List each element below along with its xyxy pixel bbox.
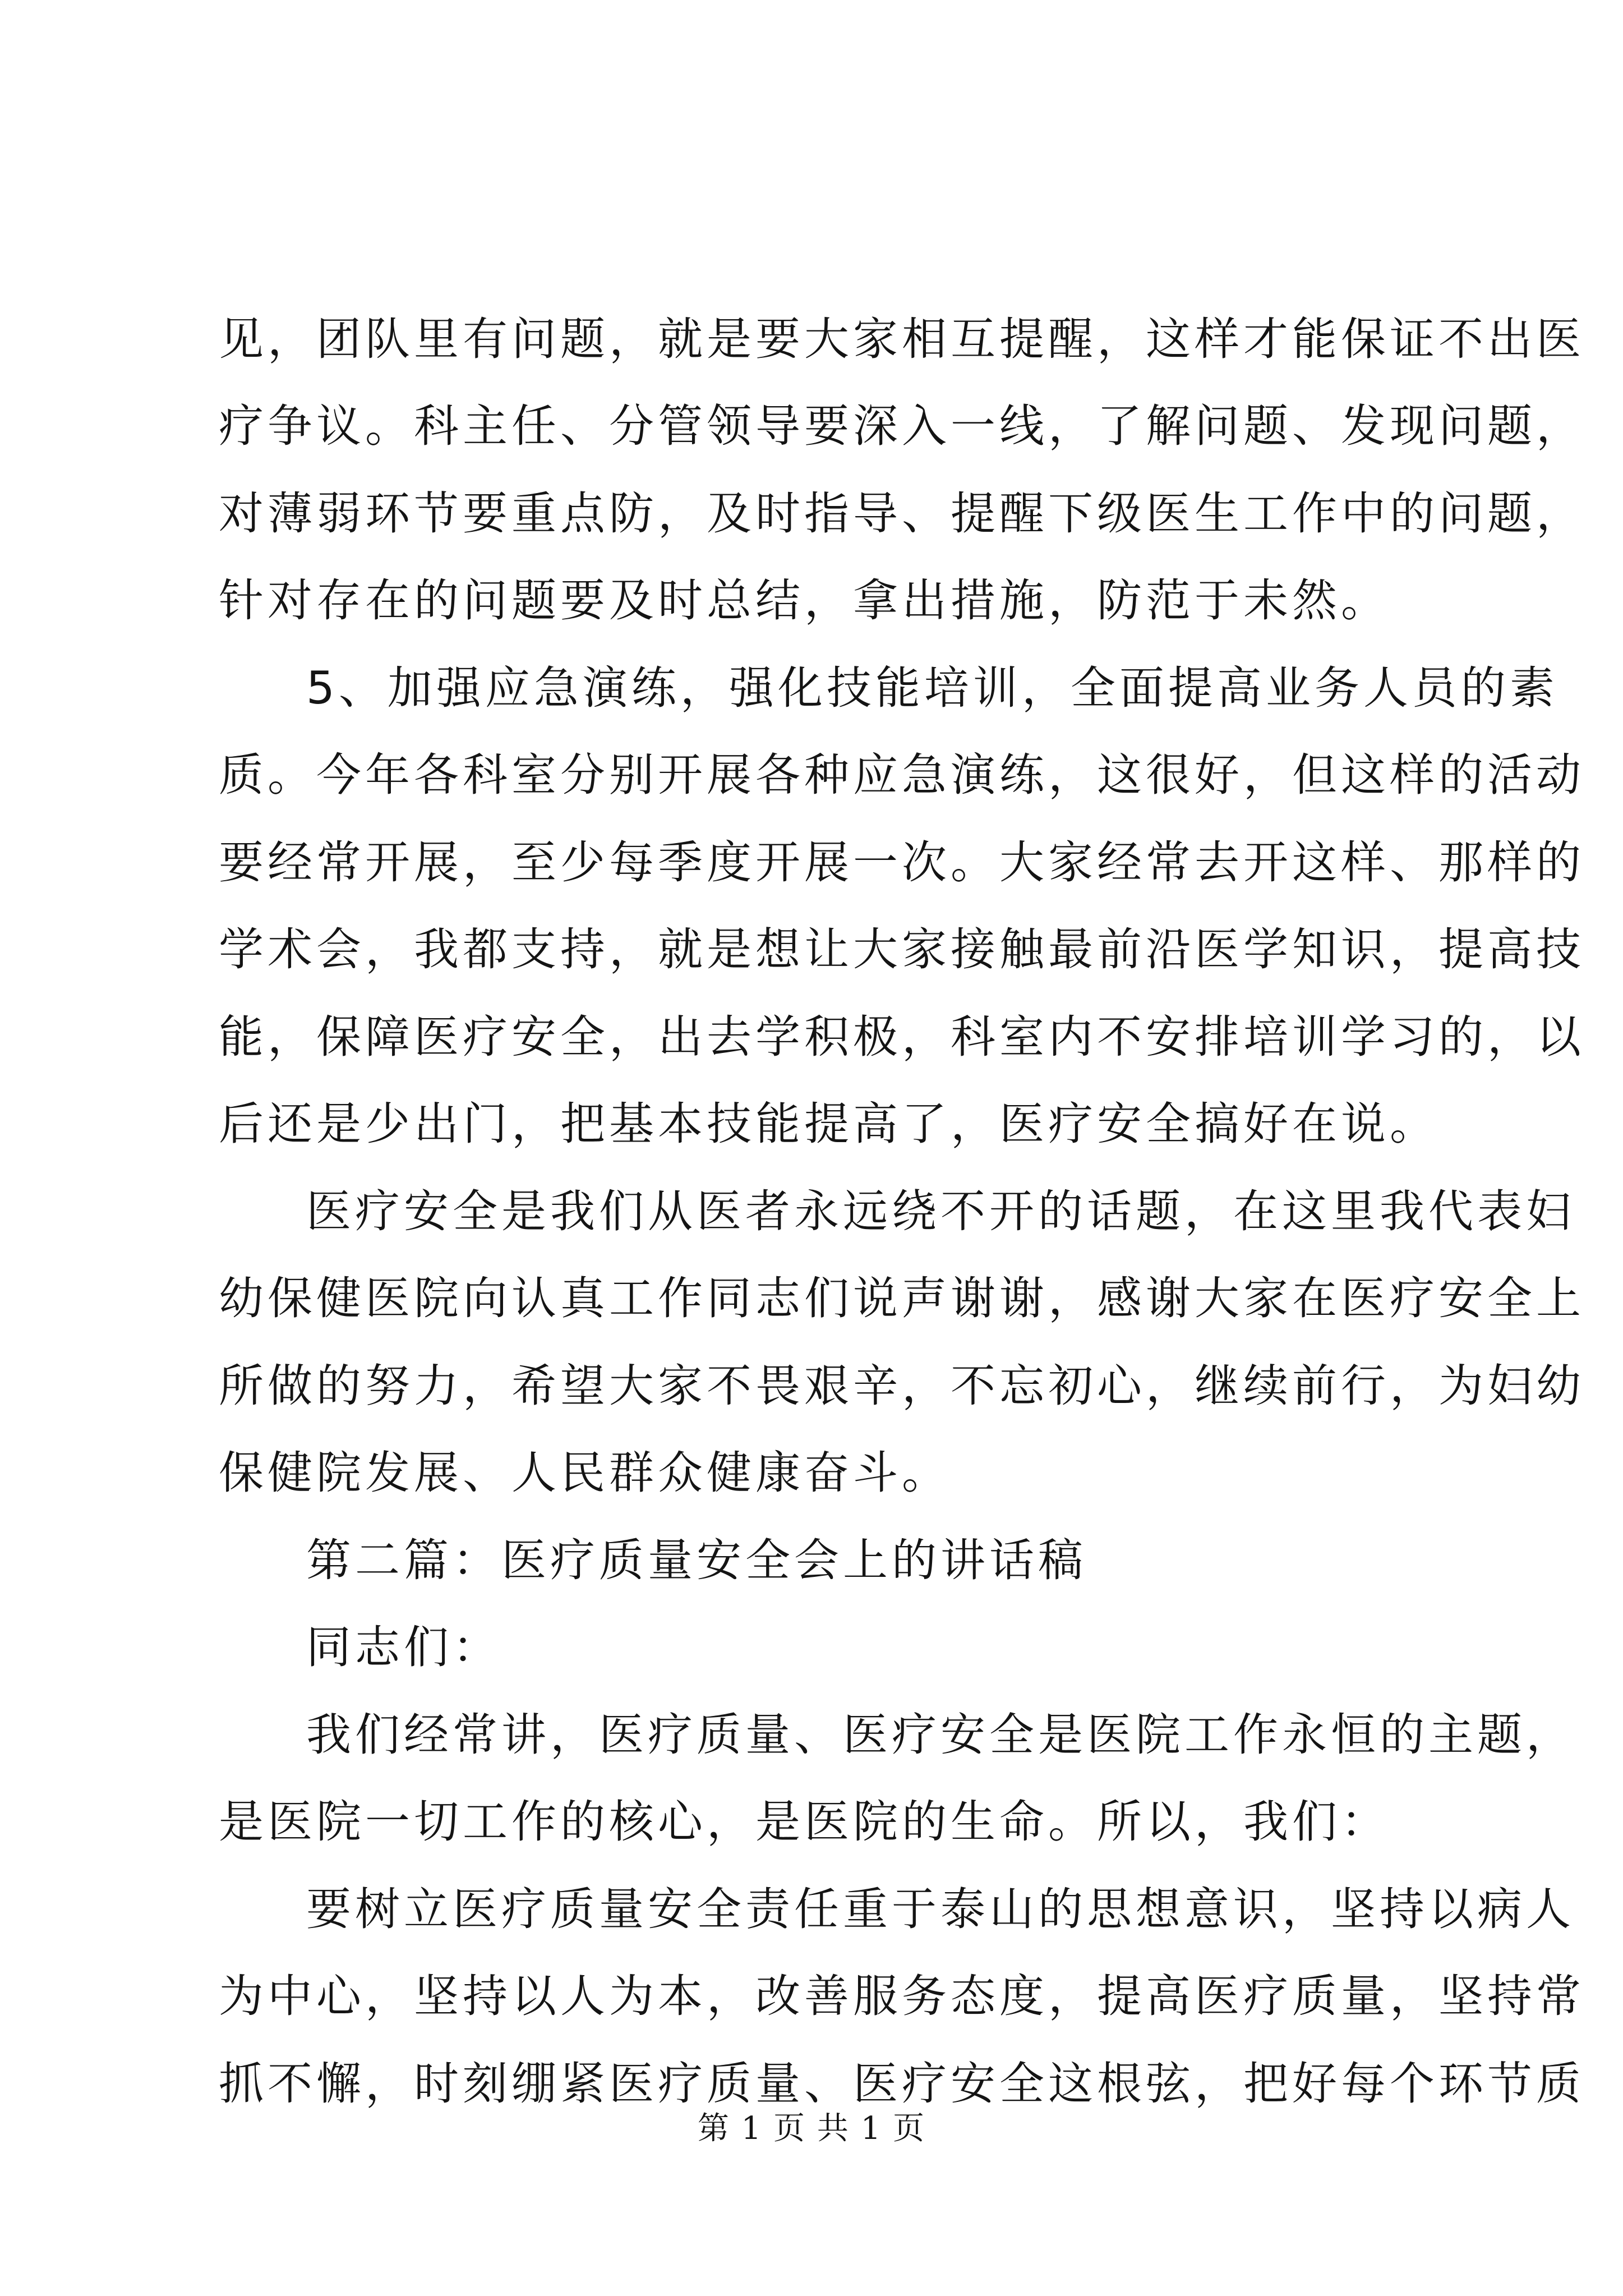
page-footer: 第 1 页 共 1 页: [697, 2110, 926, 2147]
paragraph-line: 疗争议。科主任、分管领导要深入一线，了解问题、发现问题，: [219, 400, 1585, 452]
paragraph-line: 学术会，我都支持，就是想让大家接触最前沿医学知识，提高技: [219, 923, 1585, 976]
salutation: 同志们：: [306, 1621, 501, 1673]
paragraph-line: 能，保障医疗安全，出去学积极，科室内不安排培训学习的，以: [219, 1011, 1585, 1063]
paragraph-line: 针对存在的问题要及时总结，拿出措施，防范于未然。: [219, 574, 1390, 627]
paragraph-line: 幼保健医院向认真工作同志们说声谢谢，感谢大家在医疗安全上: [219, 1272, 1585, 1324]
paragraph-line: 见，团队里有问题，就是要大家相互提醒，这样才能保证不出医: [219, 313, 1585, 365]
paragraph-line: 所做的努力，希望大家不畏艰辛，不忘初心，继续前行，为妇幼: [219, 1360, 1585, 1412]
paragraph-line: 保健院发展、人民群众健康奋斗。: [219, 1447, 951, 1499]
paragraph-line: 后还是少出门，把基本技能提高了，医疗安全搞好在说。: [219, 1098, 1438, 1150]
paragraph-line: 是医院一切工作的核心，是医院的生命。所以，我们：: [219, 1796, 1390, 1848]
paragraph-line: 质。今年各科室分别开展各种应急演练，这很好，但这样的活动: [219, 749, 1585, 801]
paragraph-line: 我们经常讲，医疗质量、医疗安全是医院工作永恒的主题，: [306, 1709, 1575, 1761]
section-heading: 第二篇：医疗质量安全会上的讲话稿: [306, 1534, 1087, 1586]
paragraph-line: 要经常开展，至少每季度开展一次。大家经常去开这样、那样的: [219, 836, 1585, 889]
paragraph-line: 医疗安全是我们从医者永远绕不开的话题，在这里我代表妇: [306, 1185, 1575, 1237]
paragraph-line: 为中心，坚持以人为本，改善服务态度，提高医疗质量，坚持常: [219, 1970, 1585, 2022]
paragraph-line: 要树立医疗质量安全责任重于泰山的思想意识，坚持以病人: [306, 1883, 1575, 1935]
paragraph-line: 5、加强应急演练，强化技能培训，全面提高业务人员的素: [306, 662, 1559, 714]
paragraph-line: 抓不懈，时刻绷紧医疗质量、医疗安全这根弦，把好每个环节质: [219, 2058, 1585, 2110]
paragraph-line: 对薄弱环节要重点防，及时指导、提醒下级医生工作中的问题，: [219, 487, 1585, 540]
